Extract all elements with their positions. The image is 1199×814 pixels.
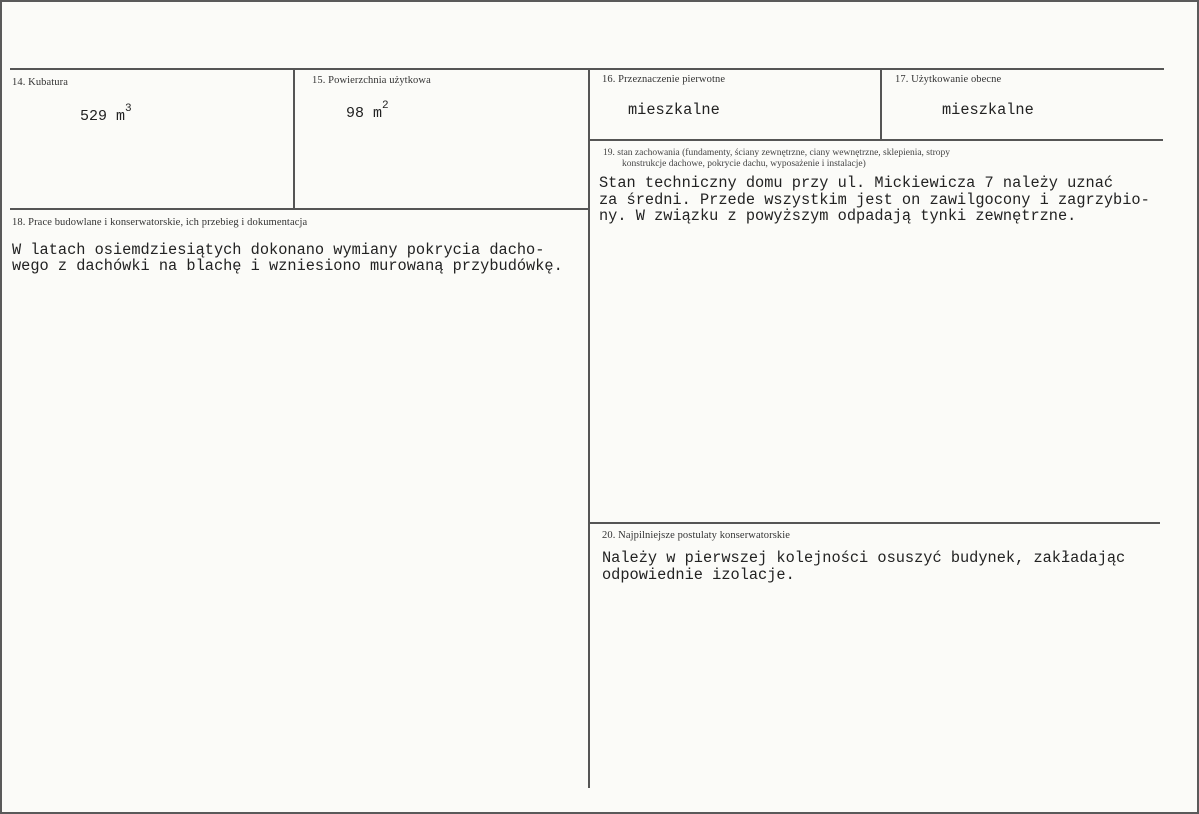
rule-below-14-15 bbox=[10, 208, 588, 210]
volume-number: 529 bbox=[80, 108, 108, 125]
field-14-value bbox=[80, 103, 132, 125]
divider-14-15 bbox=[293, 70, 295, 210]
field-15-label: 15. Powierzchnia użytkowa bbox=[312, 75, 431, 86]
divider-16-17 bbox=[880, 70, 882, 140]
rule-above-20 bbox=[590, 522, 1160, 524]
field-19-label-line-2: konstrukcje dachowe, pokrycie dachu, wyposażenie i instalacje) bbox=[622, 159, 866, 169]
volume-exponent: 3 bbox=[125, 103, 132, 115]
field-19-label-line-1: 19. stan zachowania (fundamenty, ściany zewnętrzne, ciany wewnętrzne, sklepienia, stropy bbox=[603, 148, 951, 158]
rule-below-16-17 bbox=[590, 139, 1163, 141]
volume-unit: m bbox=[116, 108, 126, 125]
field-18-line-1: W latach osiemdziesiątych dokonano wymiany pokrycia dacho- bbox=[12, 241, 545, 259]
field-20-line-1: Należy w pierwszej kolejności osuszyć budynek, zakładając bbox=[602, 549, 1126, 567]
top-rule bbox=[10, 68, 1164, 70]
area-unit: m bbox=[373, 105, 383, 122]
area-number: 98 bbox=[346, 105, 365, 122]
field-18-label: 18. Prace budowlane i konserwatorskie, ich przebieg i dokumentacja bbox=[12, 217, 308, 228]
field-16-label: 16. Przeznaczenie pierwotne bbox=[602, 74, 726, 85]
field-19-line-1: Stan techniczny domu przy ul. Mickiewicza 7 należy uznać bbox=[599, 174, 1114, 192]
area-exponent: 2 bbox=[382, 100, 389, 112]
field-19-line-2: za średni. Przede wszystkim jest on zawilgocony i zagrzybio- bbox=[599, 191, 1150, 209]
field-15-value bbox=[346, 100, 389, 122]
field-16-value: mieszkalne bbox=[628, 101, 720, 119]
field-14-label: 14. Kubatura bbox=[12, 77, 69, 88]
field-18-line-2: wego z dachówki na blachę i wzniesiono murowaną przybudówkę. bbox=[12, 257, 563, 275]
field-17-value: mieszkalne bbox=[942, 101, 1034, 119]
field-20-line-2: odpowiednie izolacje. bbox=[602, 566, 795, 584]
field-17-label: 17. Użytkowanie obecne bbox=[895, 74, 1002, 85]
field-20-label: 20. Najpilniejsze postulaty konserwatorskie bbox=[602, 530, 791, 541]
center-divider bbox=[588, 70, 590, 788]
field-19-line-3: ny. W związku z powyższym odpadają tynki zewnętrzne. bbox=[599, 207, 1077, 225]
